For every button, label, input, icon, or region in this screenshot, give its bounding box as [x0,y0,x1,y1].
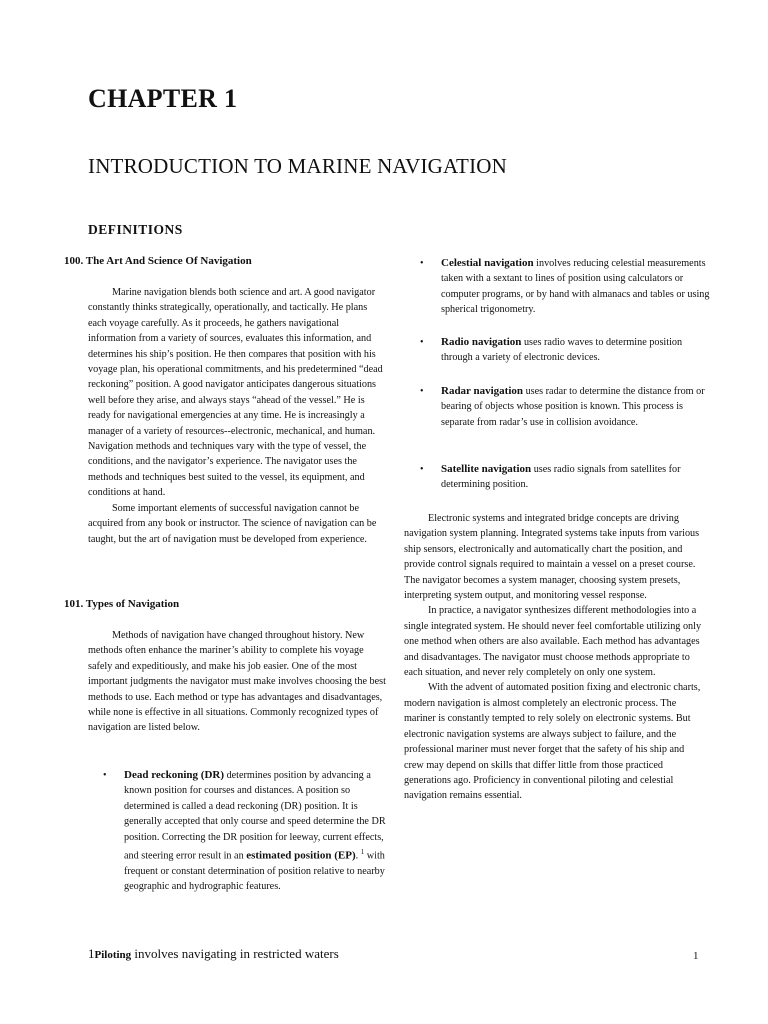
section-100-body [88,285,388,547]
dead-reckoning-text-1: determines position by advancing a known position for courses and distances. A position so determined is called a dead reckoning (DR) position. It is generally accepted that only course and speed determine the DR position. Correcting the DR position for leeway, current effects, and steering error result in an [124,770,386,862]
celestial-navigation-bullet [420,256,713,318]
bullet-icon: • [420,337,424,348]
section-101-paragraph-1: Methods of navigation have changed throughout history. New methods often enhance the mariner’s ability to complete his voyage safely and expeditiously, and make his job easier. One of the most important judgments the navigator must make involves choosing the best methods to use. Each method or type has advantages and disadvantages, while none is effective in all situations. Commonly recognized types of navigation are listed below. [88,630,386,734]
bullet-icon: • [103,770,107,781]
celestial-navigation-term: Celestial navigation [441,257,534,269]
radio-navigation-text: uses radio waves to determine position through a variety of electronic devices. [441,337,683,364]
satellite-navigation-bullet [420,462,713,493]
electronic-charts-paragraph: With the advent of automated position fixing and electronic charts, modern navigation is almost completely an electronic process. The mariner is constantly tempted to rely solely on electronic systems. But electronic navigation systems are always subject to failure, and the professional mariner must never forget that the safety of his ship and crew may depend on skills that differ little from those practiced generations ago. Proficiency in conventional piloting and celestial navigation remains essential. [404,682,701,802]
chapter-title: INTRODUCTION TO MARINE NAVIGATION [88,154,508,178]
section-101-heading: 101. Types of Navigation [64,598,180,610]
right-column-body [404,511,706,804]
chapter-heading: CHAPTER 1 [88,84,238,113]
footnote-text: involves navigating in restricted waters [131,946,339,961]
dead-reckoning-bullet [103,768,386,895]
footnote [88,946,339,962]
section-100-paragraph-1: Marine navigation blends both science and art. A good navigator constantly thinks strategically, operationally, and tactically. He plans each voyage carefully. As it proceeds, he gathers navigational information from a variety of sources, evaluates this information, and determines his ship’s position. He then compares that position with his voyage plan, his operational commitments, and his predetermined “dead reckoning” position. A good navigator anticipates dangerous situations well before they arise, and always stays “ahead of the vessel.” He is ready for navigational emergencies at any time. He is increasingly a manager of a variety of resources--electronic, mechanical, and human. Navigation methods and techniques vary with the type of vessel, the conditions, and the navigator’s experience. The navigator uses the methods and techniques best suited to the vessel, its equipment, and conditions at hand. [88,287,383,499]
bullet-icon: • [420,258,424,269]
radar-navigation-text: uses radar to determine the distance from or bearing of objects whose position is known. This process is separate from radar’s use in collision avoidance. [441,386,705,428]
integrated-systems-paragraph: Electronic systems and integrated bridge concepts are driving navigation system planning. Integrated systems take inputs from various ship sensors, electronically and automatically chart the position, and provide control signals required to maintain a vessel on a preset course. The navigator becomes a system manager, choosing system presets, interpreting system output, and monitoring vessel response. [404,513,700,602]
bullet-icon: • [420,464,424,475]
page-number: 1 [693,950,699,962]
bullet-icon: • [420,386,424,397]
radar-navigation-bullet [420,384,713,430]
radio-navigation-bullet [420,335,713,366]
celestial-navigation-text: involves reducing celestial measurements taken with a sextant to lines of position using calculators or computer programs, or by hand with almanacs and tables or using spherical trigonometry. [441,258,710,316]
satellite-navigation-text: uses radio signals from satellites for determining position. [441,464,681,491]
estimated-position-term: estimated position (EP) [246,849,356,862]
radar-navigation-term: Radar navigation [441,385,524,397]
practice-paragraph: In practice, a navigator synthesizes different methodologies into a single integrated system. He should never feel comfortable utilizing only one method when others are also available. Each method has advantages and disadvantages. The navigator must choose methods appropriate to each situation, and never rely completely on only one system. [404,605,702,679]
dead-reckoning-text-3: with frequent or constant determination of position relative to nearby geographic and hydrographic features. [124,850,385,893]
section-100-paragraph-2: Some important elements of successful navigation cannot be acquired from any book or instructor. The science of navigation can be taught, but the art of navigation must be developed from experience. [88,502,377,545]
section-100-heading: 100. The Art And Science Of Navigation [64,255,252,267]
satellite-navigation-term: Satellite navigation [441,463,532,475]
radio-navigation-term: Radio navigation [441,336,522,348]
dead-reckoning-term: Dead reckoning (DR) [124,769,225,781]
section-101-body [88,628,388,736]
dead-reckoning-text-2: . [355,850,361,862]
definitions-heading: DEFINITIONS [88,222,183,237]
footnote-reference: 1 [360,848,365,857]
footnote-term: Piloting [94,949,132,961]
footnote-number: 1 [88,946,95,961]
